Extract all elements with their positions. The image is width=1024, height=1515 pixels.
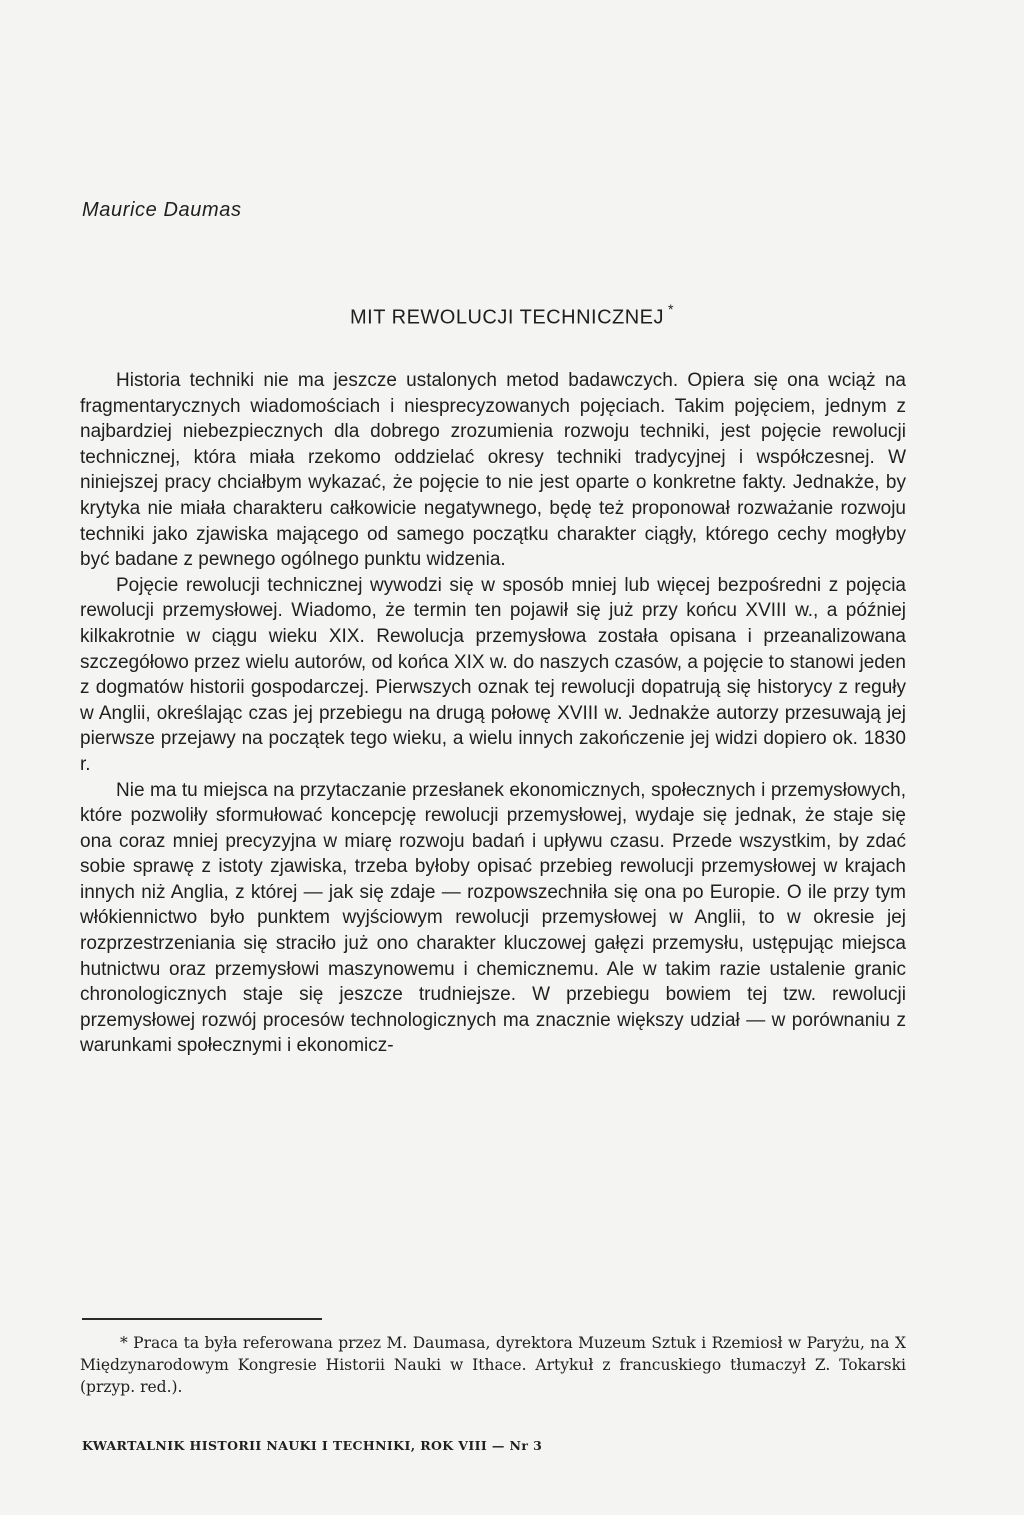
body-paragraph: Historia techniki nie ma jeszcze ustalonych metod badawczych. Opiera się ona wciąż na fragmentarycznych wiadomościach i niesprecyzowanych pojęciach. Takim pojęciem, jednym z najbardziej niebezpiecznych dla dobrego zrozumienia rozwoju techniki, jest pojęcie rewolucji technicznej, która miała rzekomo oddzielać okresy techniki tradycyjnej i współczesnej. W niniejszej pracy chciałbym wykazać, że pojęcie to nie jest oparte o konkretne fakty. Jednakże, by krytyka nie miała charakteru całkowicie negatywnego, będę też proponował rozważanie rozwoju techniki jako zjawiska mającego od samego początku charakter ciągły, którego cechy mogłyby być badane z pewnego ogólnego punktu widzenia. (80, 370, 906, 571)
body-paragraph: Pojęcie rewolucji technicznej wywodzi się w sposób mniej lub więcej bezpośredni z pojęcia rewolucji przemysłowej. Wiadomo, że termin ten pojawił się już przy końcu XVIII w., a później kilkakrotnie w ciągu wieku XIX. Rewolucja przemysłowa została opisana i przeanalizowana szczegółowo przez wielu autorów, od końca XIX w. do naszych czasów, a pojęcie to stanowi jeden z dogmatów historii gospodarczej. Pierwszych oznak tej rewolucji dopatrują się historycy z reguły w Anglii, określając czas jej przebiegu na drugą połowę XVIII w. Jednakże autorzy przesuwają jej pierwsze przejawy na początek tego wieku, a wielu innych zakończenie jej widzi dopiero ok. 1830 r. (80, 574, 906, 775)
body-paragraph: Nie ma tu miejsca na przytaczanie przesłanek ekonomicznych, społecznych i przemysłowych, które pozwoliły sformułować koncepcję rewolucji przemysłowej, wydaje się jednak, że staje się ona coraz mniej precyzyjna w miarę rozwoju badań i upływu czasu. Przede wszystkim, by zdać sobie sprawę z istoty zjawiska, trzeba byłoby opisać przebieg rewolucji przemysłowej w krajach innych niż Anglia, z której — jak się zdaje — rozpowszechniła się ona po Europie. O ile przy tym włókiennictwo było punktem wyjściowym rewolucji przemysłowej w Anglii, to w okresie jej rozprzestrzeniania się straciło już ono charakter kluczowej gałęzi przemysłu, ustępując miejsca hutnictwu oraz przemysłowi maszynowemu i chemicznemu. Ale w takim razie ustalenie granic chronologicznych staje się jeszcze trudniejsze. W przebiegu bowiem tej tzw. rewolucji przemysłowej rozwój procesów technologicznych ma znacznie większy udział — w porównaniu z warunkami społecznymi i ekonomicz- (80, 779, 906, 1057)
footnote-divider (82, 1318, 322, 1320)
author-name: Maurice Daumas (82, 199, 242, 221)
article-title (0, 303, 1024, 330)
article-title-text: MIT REWOLUCJI TECHNICZNEJ (350, 306, 665, 329)
footnote: * Praca ta była referowana przez M. Daumasa, dyrektora Muzeum Sztuk i Rzemiosł w Paryżu, na X Międzynarodowym Kongresie Historii Nauki w Ithace. Artykuł z francuskiego tłumaczył Z. Tokarski (przyp. red.). (80, 1334, 906, 1396)
running-footer: KWARTALNIK HISTORII NAUKI I TECHNIKI, ROK VIII — Nr 3 (82, 1438, 543, 1453)
title-footnote-marker: * (668, 301, 674, 317)
article-body (80, 368, 906, 1059)
